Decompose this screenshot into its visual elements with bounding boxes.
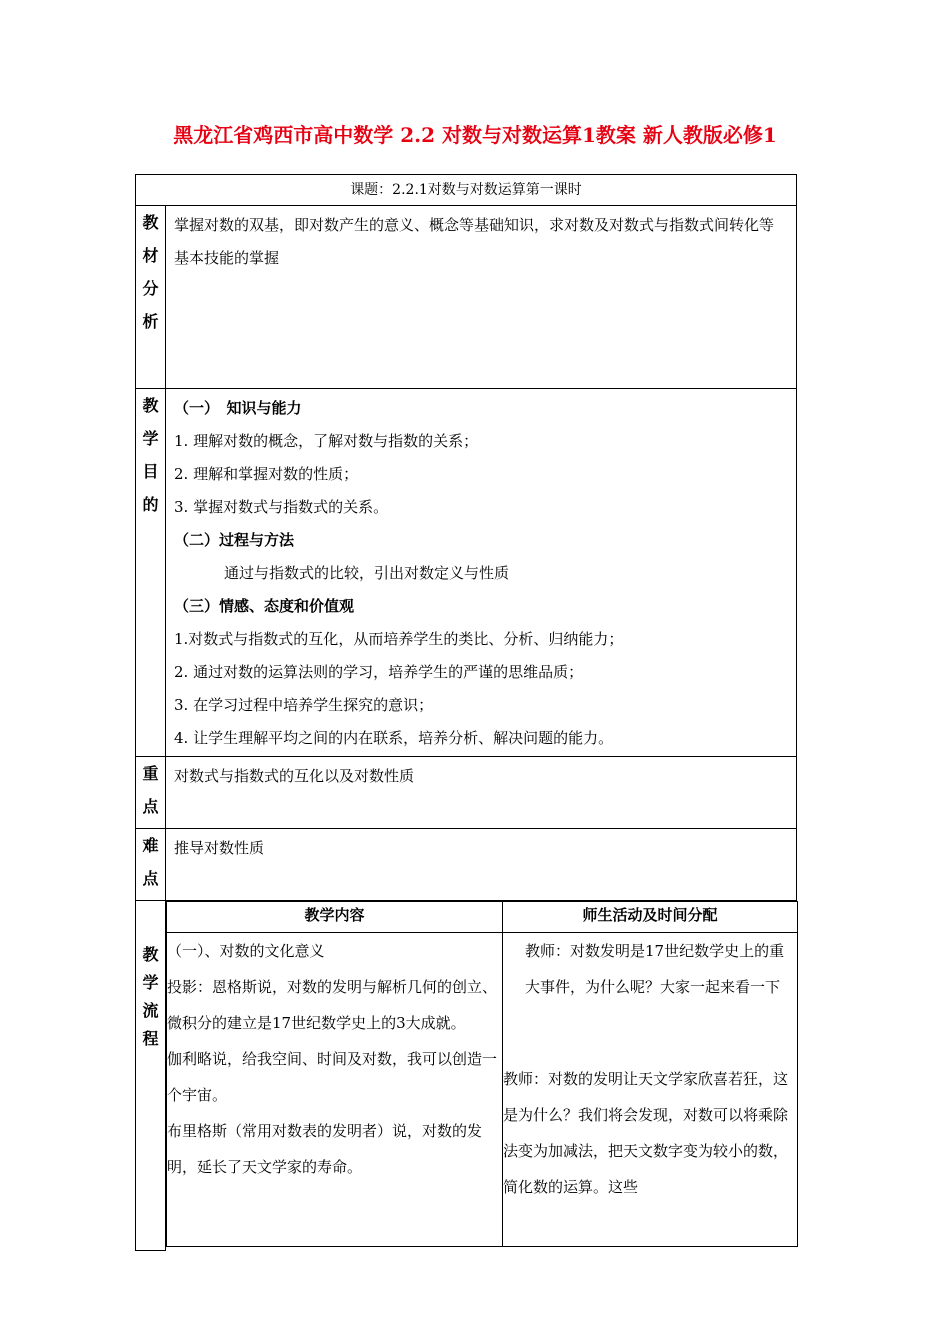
difficulty-label: 难 点: [136, 829, 166, 901]
activity-paragraph: 教师：对数发明是17世纪数学史上的重大事件，为什么呢？大家一起来看一下: [525, 942, 785, 996]
content-paragraph: 伽利略说，给我空间、时间及对数，我可以创造一个宇宙。: [167, 1050, 498, 1104]
column-header-activity: 师生活动及时间分配: [503, 902, 798, 933]
column-header-content: 教学内容: [167, 902, 503, 933]
goal-item: 2. 通过对数的运算法则的学习，培养学生的严谨的思维品质；: [174, 663, 584, 681]
analysis-content: 掌握对数的双基，即对数产生的意义、概念等基础知识，求对数及对数式与指数式间转化等基本技能的掌握: [166, 206, 797, 389]
document-title: 黑龙江省鸡西市高中数学 2.2 对数与对数运算1教案 新人教版必修1: [173, 123, 777, 147]
goal-item: 1. 理解对数的概念，了解对数与指数的关系；: [174, 432, 479, 450]
goal-heading-knowledge: （一） 知识与能力: [174, 399, 302, 417]
goal-item: 3. 掌握对数式与指数式的关系。: [174, 498, 389, 516]
goal-item: 3. 在学习过程中培养学生探究的意识；: [174, 696, 434, 714]
content-paragraph: （一）、对数的文化意义: [167, 942, 325, 960]
teacher-activity: [503, 933, 798, 1247]
goal-heading-values: （三）情感、态度和价值观: [174, 597, 355, 615]
goal-heading-process: （二）过程与方法: [174, 531, 295, 549]
key-point-label: 重 点: [136, 757, 166, 829]
goal-item: 4. 让学生理解平均之间的内在联系，培养分析、解决问题的能力。: [174, 729, 614, 747]
analysis-label: 教 材 分 析: [136, 206, 166, 389]
lesson-caption: 课题：2.2.1对数与对数运算第一课时: [136, 175, 797, 206]
content-paragraph: 投影：恩格斯说，对数的发明与解析几何的创立、微积分的建立是17世纪数学史上的3大成就。: [167, 978, 498, 1032]
difficulty-content: 推导对数性质: [166, 829, 797, 901]
activity-paragraph: 教师：对数的发明让天文学家欣喜若狂，这是为什么？我们将会发现，对数可以将乘除法变为加减法，把天文数字变为较小的数，简化数的运算。这些: [503, 1070, 789, 1196]
goals-content: [166, 389, 797, 757]
lesson-plan-table: [135, 174, 797, 1251]
content-paragraph: 布里格斯（常用对数表的发明者）说，对数的发明，延长了天文学家的寿命。: [167, 1122, 483, 1176]
goal-item: 1.对数式与指数式的互化，从而培养学生的类比、分析、归纳能力；: [174, 630, 624, 648]
flow-content: [166, 901, 797, 1251]
goal-item: 2. 理解和掌握对数的性质；: [174, 465, 359, 483]
flow-label: 教 学 流 程: [136, 901, 166, 1251]
teaching-content: [167, 933, 503, 1247]
key-point-content: 对数式与指数式的互化以及对数性质: [166, 757, 797, 829]
goals-label: 教 学 目 的: [136, 389, 166, 757]
goal-item: 通过与指数式的比较，引出对数定义与性质: [224, 564, 510, 582]
flow-table: [166, 901, 798, 1247]
